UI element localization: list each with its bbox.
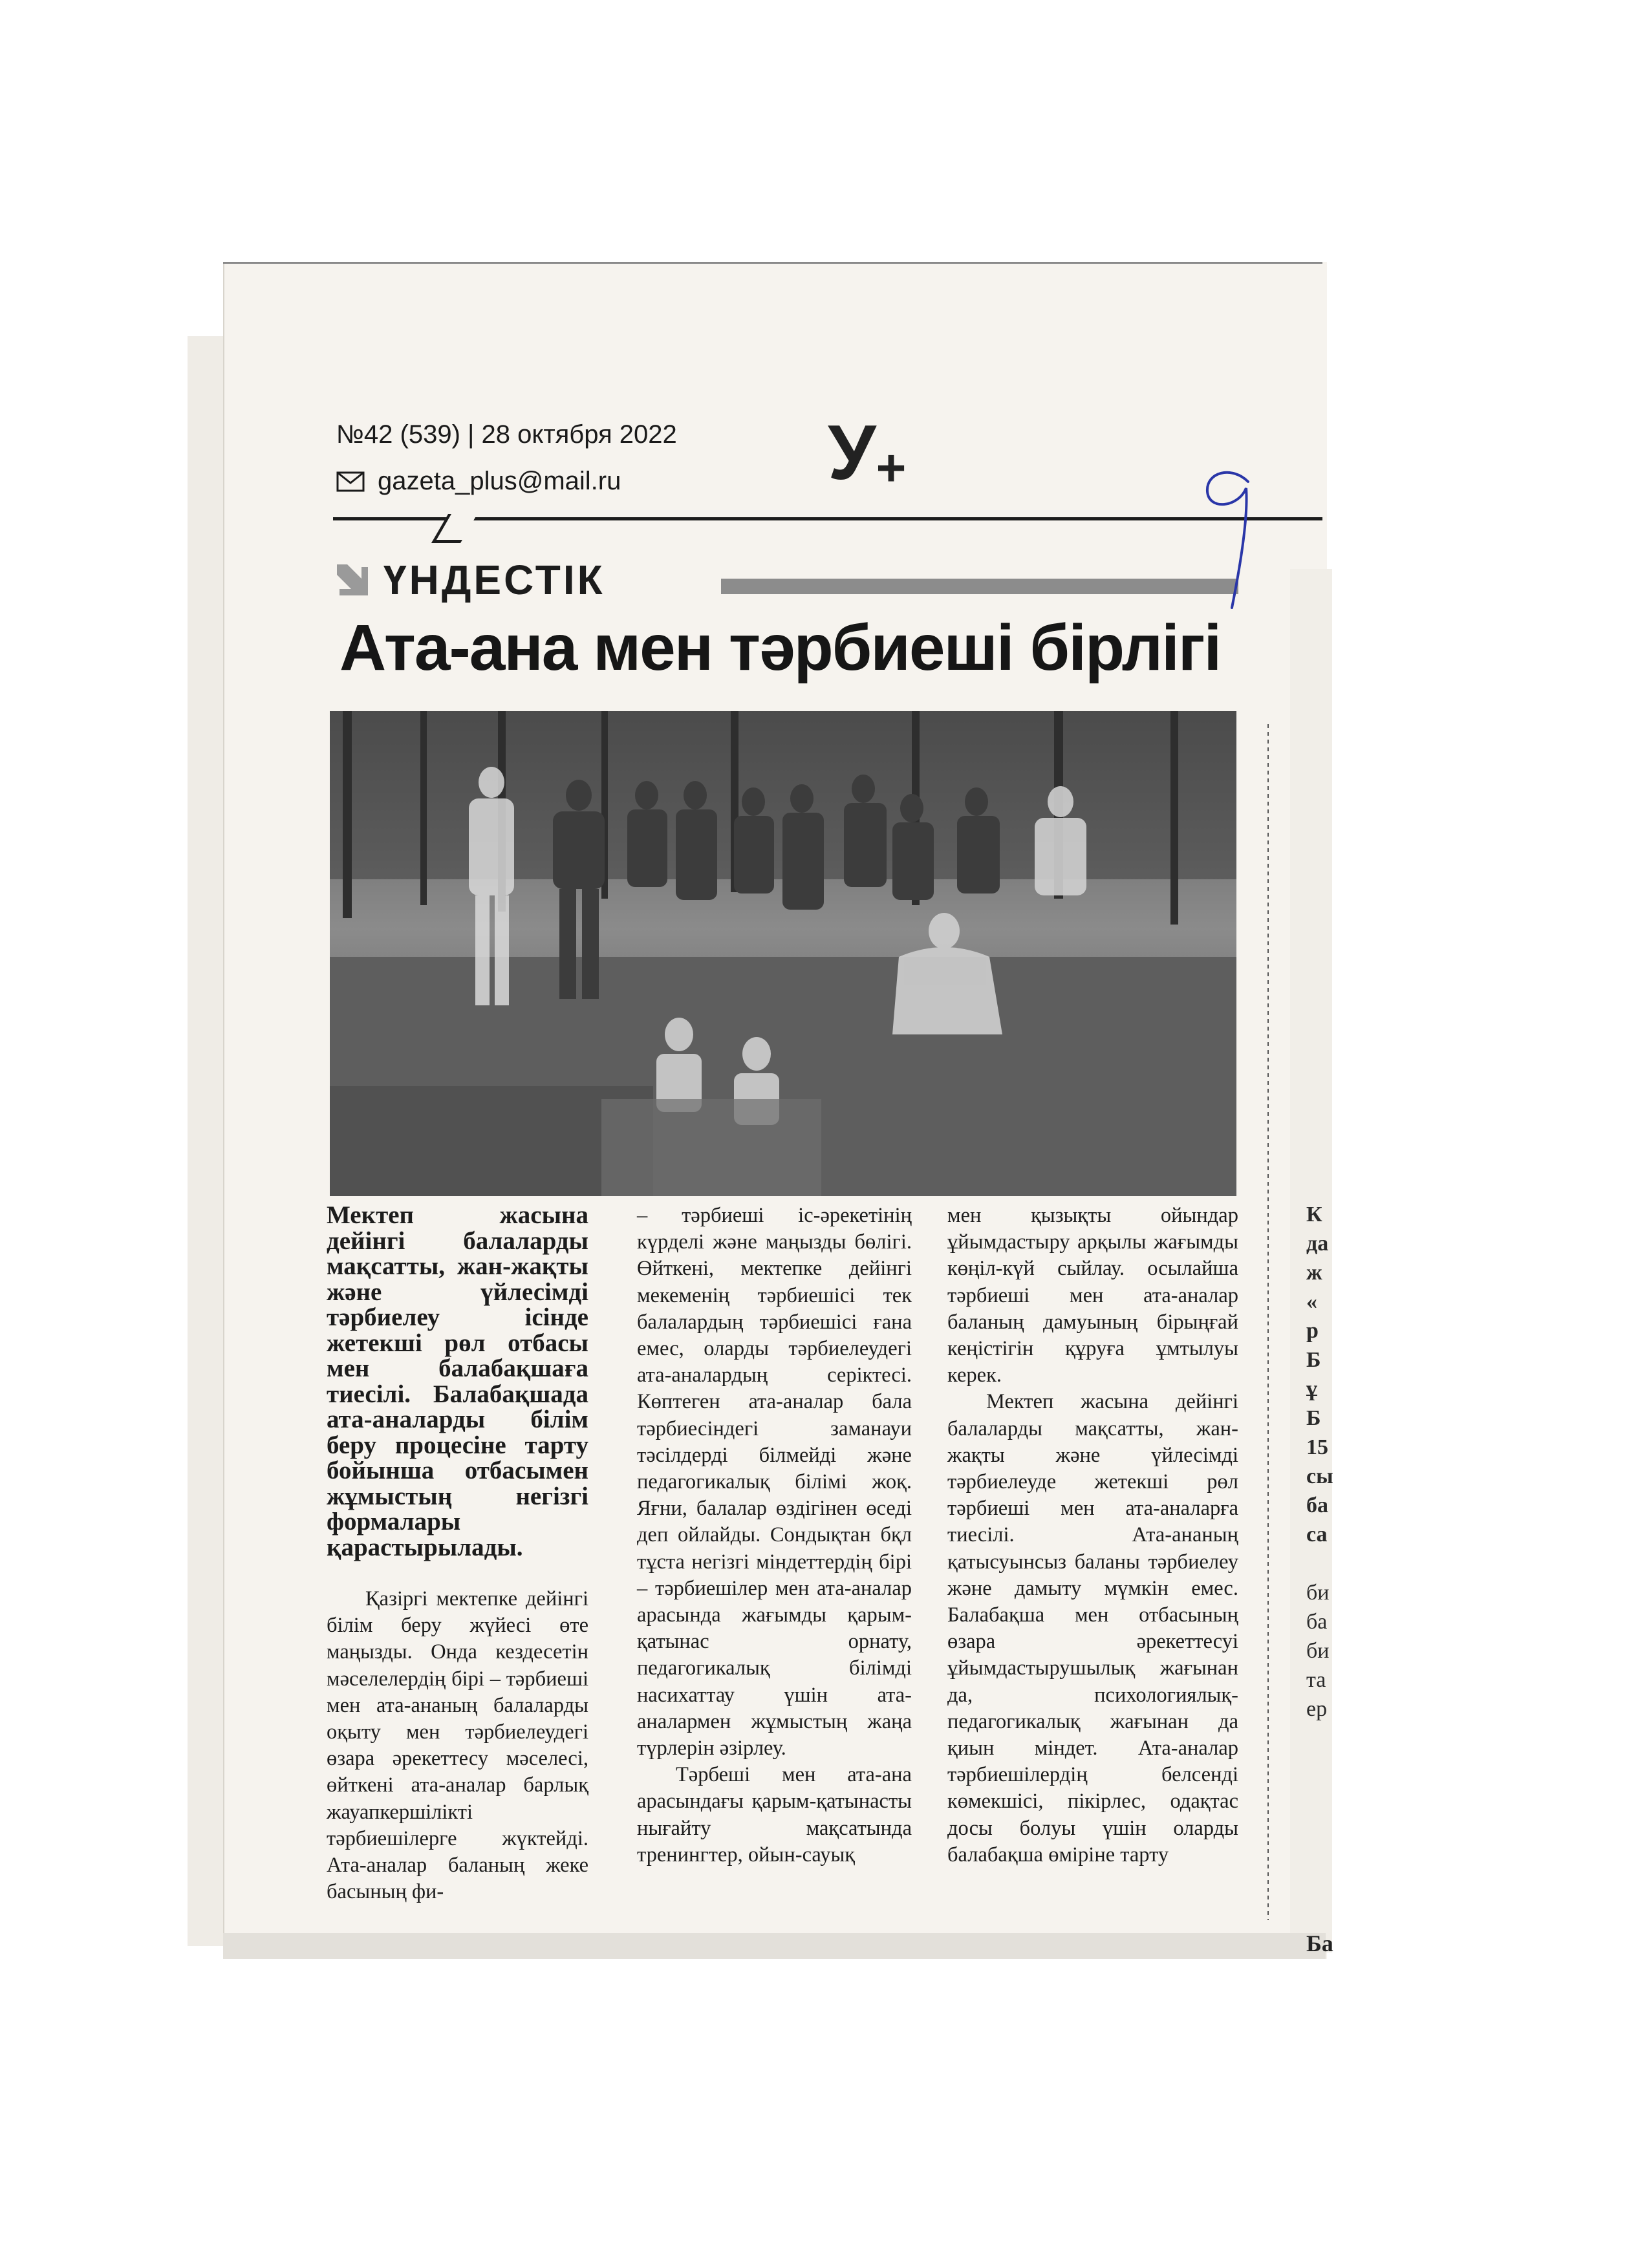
issue-number-date: №42 (539) | 28 октября 2022 xyxy=(336,420,677,449)
article-paragraph: Мектеп жасына дейінгі балаларды мақсатты, жан-жақты және үйлесімді тәрбиелеуде жетекші рөл тәрбиеші мен ата-аналарға тиесілі. Ата-ананың қатысуынсыз баланы тәрбиелеу және дамыту мүмкін емес. Балабақша мен отбасының өзара әрекеттесуі ұйымдастырушылық жағынан да, психологиялық-педагогикалық жағынан да қиын міндет. Ата-аналар тәрбиешілердің белсенді көмекшісі, пікірлес, одақтас досы болуы үшін оларды балабақша өміріне тарту xyxy=(947,1390,1238,1867)
edge-fragment: « xyxy=(1306,1290,1317,1314)
edge-fragment: би xyxy=(1306,1581,1330,1605)
edge-fragment: ж xyxy=(1306,1261,1322,1285)
edge-fragment: ба xyxy=(1306,1610,1328,1634)
edge-fragment: р xyxy=(1306,1319,1319,1343)
article-column-3 xyxy=(947,1203,1238,1868)
section-heading xyxy=(333,556,605,604)
article-paragraph: Қазіргі мектепке дейінгі білім беру жүйесі өте маңызды. Онда кездесетін мәселелердің бірі – тәрбиеші мен ата-ананың балаларды оқыту мен тәрбиелеудегі өзара әрекеттесу мәселесі, өйткені ата-аналар барлық жауапкершілікті тәрбиешілерге жүктейді. Ата-аналар баланың жеке басының фи- xyxy=(327,1587,588,1904)
bottom-cut-strip xyxy=(223,1933,1326,1959)
edge-fragment: 15 xyxy=(1306,1435,1328,1459)
article-column-2 xyxy=(637,1203,912,1868)
envelope-icon xyxy=(336,471,365,492)
article-lead: Мектеп жасына дейінгі балаларды мақсатты, жан-жақты және үйлесімді тәрбиелеу ісінде жетекші рөл отбасы мен балабақшаға тиесілі. Балабақшада ата-аналарды білім беру процесіне тарту бойынша отбасымен жұмыстың негізгі формалары қарастырылады. xyxy=(327,1201,588,1561)
section-bar xyxy=(721,579,1238,594)
header-rule xyxy=(333,517,1322,520)
section-label: ҮНДЕСТІК xyxy=(383,557,605,603)
edge-fragment: да xyxy=(1306,1232,1329,1256)
email-address: gazeta_plus@mail.ru xyxy=(378,467,621,495)
edge-fragment: сы xyxy=(1306,1464,1333,1488)
edge-fragment: та xyxy=(1306,1668,1326,1692)
top-cut-line xyxy=(223,262,1322,264)
article-column-1 xyxy=(327,1203,588,1905)
edge-fragment: са xyxy=(1306,1523,1328,1546)
edge-fragment: ер xyxy=(1306,1697,1328,1721)
newspaper-logo: У+ xyxy=(828,409,907,497)
edge-fragment: би xyxy=(1306,1639,1330,1663)
headline: Ата-ана мен тәрбиеші бірлігі xyxy=(339,612,1221,684)
back-paper-edge xyxy=(188,336,226,1946)
handwritten-page-number xyxy=(1187,462,1264,614)
column-divider xyxy=(1267,724,1269,1920)
edge-fragment: Б xyxy=(1306,1406,1321,1430)
group-photo xyxy=(330,711,1236,1196)
bottom-fragment: Ба xyxy=(1306,1931,1333,1956)
edge-fragment: К xyxy=(1306,1203,1322,1226)
article-paragraph: – тәрбиеші іс-әрекетінің күрделі және маңызды бөлігі. Өйткені, мектепке дейінгі мекеменің тәрбиешісі тек балалардың тәрбиешісі ғана емес, оларды тәрбиелеудегі ата-аналардың серіктесі. Көптеген ата-аналар бала тәрбиесіндегі заманауи тәсілдерді білмейді және педагогикалық білімі жоқ. Яғни, балалар өздігінен өседі деп ойлайды. Сондықтан бқл тұста негізгі міндеттердің бірі – тәрбиешілер мен ата-аналар арасында жағымды қарым-қатынас орнату, педагогикалық білімді насихаттау үшін ата-аналармен жұмыстың жаңа түрлерін әзірлеу. xyxy=(637,1204,912,1760)
edge-fragment: ұ xyxy=(1306,1377,1317,1401)
article-paragraph: мен қызықты ойындар ұйымдастыру арқылы жағымды көңіл-күй сыйлау. осылайша тәрбиеші мен ата-аналар баланың дамуының бірыңғай кеңістігін құруға ұмтылуы керек. xyxy=(947,1204,1238,1387)
article-paragraph: Тәрбеші мен ата-ана арасындағы қарым-қатынасты нығайту мақсатында тренингтер, ойын-сауық xyxy=(637,1763,912,1867)
edge-fragment: ба xyxy=(1306,1493,1328,1517)
arrow-down-right-icon xyxy=(333,561,372,599)
edge-fragment: Б xyxy=(1306,1348,1321,1372)
email-row xyxy=(336,467,621,496)
